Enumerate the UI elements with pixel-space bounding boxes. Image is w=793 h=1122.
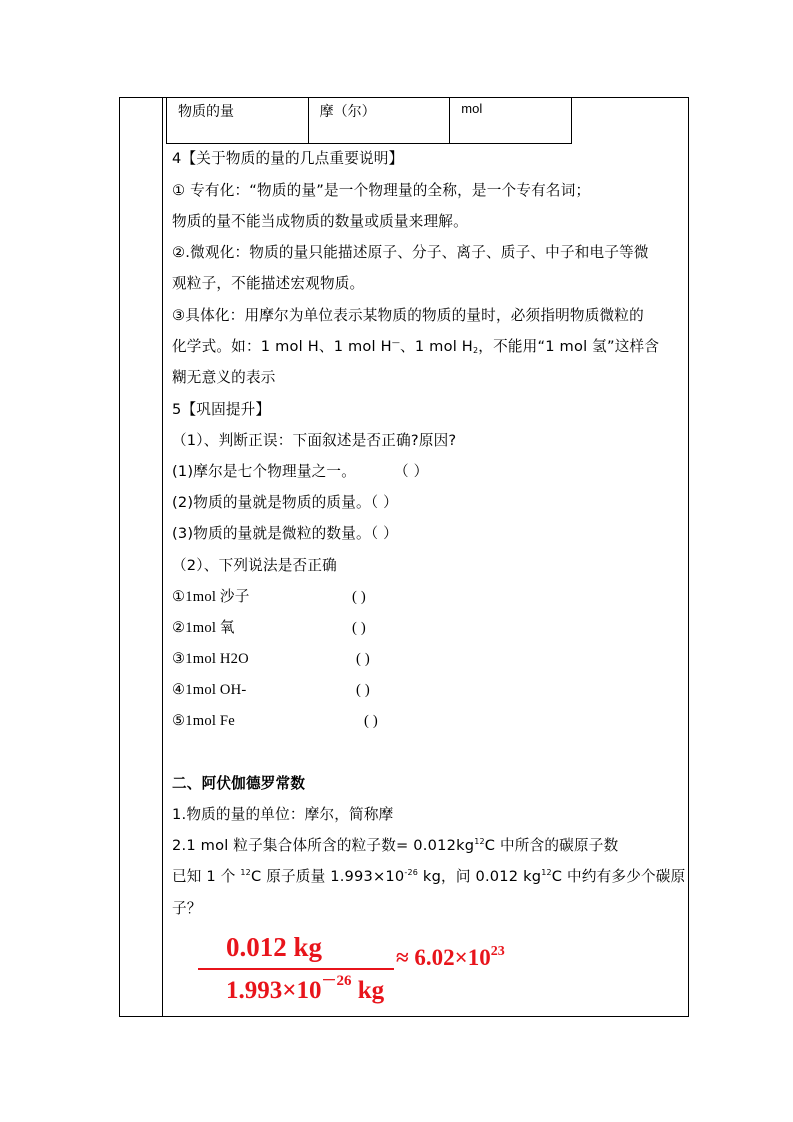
q2-item-text: ④1mol OH-	[172, 682, 247, 698]
superscript: -26	[404, 868, 419, 877]
unit-name-cell: 摩（尔）	[308, 97, 450, 144]
text-fragment: 2.1 mol 粒子集合体所含的粒子数= 0.012kg	[172, 837, 475, 854]
section4-p2-line1: ②.微观化：物质的量只能描述原子、分子、离子、质子、中子和电子等微	[172, 244, 649, 261]
superscript: —	[391, 338, 401, 347]
q1-item-2	[172, 493, 398, 513]
q1-item-1	[172, 462, 428, 482]
q2-item-blank: ( )	[364, 713, 378, 729]
q2-title: （2）、下列说法是否正确	[172, 557, 337, 574]
formula-denominator	[226, 973, 385, 1006]
avogadro-formula	[198, 930, 538, 1010]
text-fragment: C 中所含的碳原子数	[484, 837, 619, 854]
section4-p1-line1: ① 专有化：“物质的量”是一个物理量的全称，是一个专有名词；	[172, 182, 591, 199]
unit-table-row	[167, 97, 572, 144]
avogadro-heading: 二、阿伏伽德罗常数	[172, 775, 306, 792]
section4-p1-line2: 物质的量不能当成物质的数量或质量来理解。	[172, 213, 468, 230]
avogadro-line4: 子？	[172, 900, 202, 917]
q2-item-text: ⑤1mol Fe	[172, 713, 235, 729]
denominator-base: 1.993×10	[226, 977, 322, 1004]
unit-table	[166, 97, 572, 144]
q1-item-blank: （ ）	[394, 463, 429, 480]
q2-item-5	[172, 711, 378, 731]
avogadro-line2	[172, 836, 618, 856]
q2-item-text: ③1mol H2O	[172, 651, 249, 667]
text-fragment: C 中约有多少个碳原	[551, 868, 686, 885]
left-column-divider	[162, 97, 163, 1017]
text-fragment: ，不能用“1 mol 氢”这样含	[478, 338, 660, 355]
result-base: ≈ 6.02×10	[396, 945, 491, 970]
text-fragment: 化学式。如：1 mol H、1 mol H	[172, 338, 392, 355]
avogadro-line1: 1.物质的量的单位：摩尔，简称摩	[172, 806, 394, 823]
section4-p3-line1: ③具体化：用摩尔为单位表示某物质的物质的量时，必须指明物质微粒的	[172, 307, 644, 324]
superscript: 12	[474, 837, 485, 846]
quantity-cell: 物质的量	[167, 97, 309, 144]
q1-item-3	[172, 524, 398, 544]
q2-item-2	[172, 618, 366, 638]
unit-symbol-cell: mol	[450, 97, 572, 144]
q2-item-blank: ( )	[352, 589, 366, 605]
q2-item-text: ①1mol 沙子	[172, 589, 250, 605]
section4-p3-line3: 糊无意义的表示	[172, 369, 276, 386]
section4-p3-line2	[172, 337, 659, 357]
section4-heading: 4【关于物质的量的几点重要说明】	[172, 150, 404, 167]
subscript: 2	[472, 346, 479, 355]
q2-item-blank: ( )	[356, 682, 370, 698]
denominator-exponent: －26	[321, 973, 352, 989]
q1-item-text: (1)摩尔是七个物理量之一。	[172, 463, 357, 480]
q2-item-blank: ( )	[352, 620, 366, 636]
q1-item-blank: （ ）	[370, 525, 398, 542]
text-fragment: 已知 1 个	[172, 868, 241, 885]
text-fragment: C 原子质量 1.993×10	[250, 868, 405, 885]
q1-title: （1）、判断正误：下面叙述是否正确?原因?	[172, 432, 457, 449]
q1-item-blank: （ ）	[370, 494, 398, 511]
section4-p2-line2: 观粒子，不能描述宏观物质。	[172, 275, 365, 292]
result-exponent: 23	[490, 944, 505, 959]
q1-item-text: (3)物质的量就是微粒的数量。	[172, 525, 371, 542]
q1-item-text: (2)物质的量就是物质的质量。	[172, 494, 371, 511]
q2-item-text: ②1mol 氧	[172, 620, 235, 636]
formula-result	[396, 944, 505, 972]
q2-item-3	[172, 649, 370, 669]
formula-numerator: 0.012 kg	[226, 932, 323, 962]
denominator-unit: kg	[351, 977, 385, 1004]
avogadro-line3	[172, 867, 685, 887]
superscript: 12	[240, 868, 251, 877]
text-fragment: kg，问 0.012 kg	[418, 868, 542, 885]
q2-item-blank: ( )	[356, 651, 370, 667]
section5-heading: 5【巩固提升】	[172, 401, 271, 418]
superscript: 12	[541, 868, 552, 877]
q2-item-4	[172, 680, 370, 700]
text-fragment: 、1 mol H	[400, 338, 473, 355]
q2-item-1	[172, 587, 366, 607]
fraction-bar	[198, 968, 394, 970]
